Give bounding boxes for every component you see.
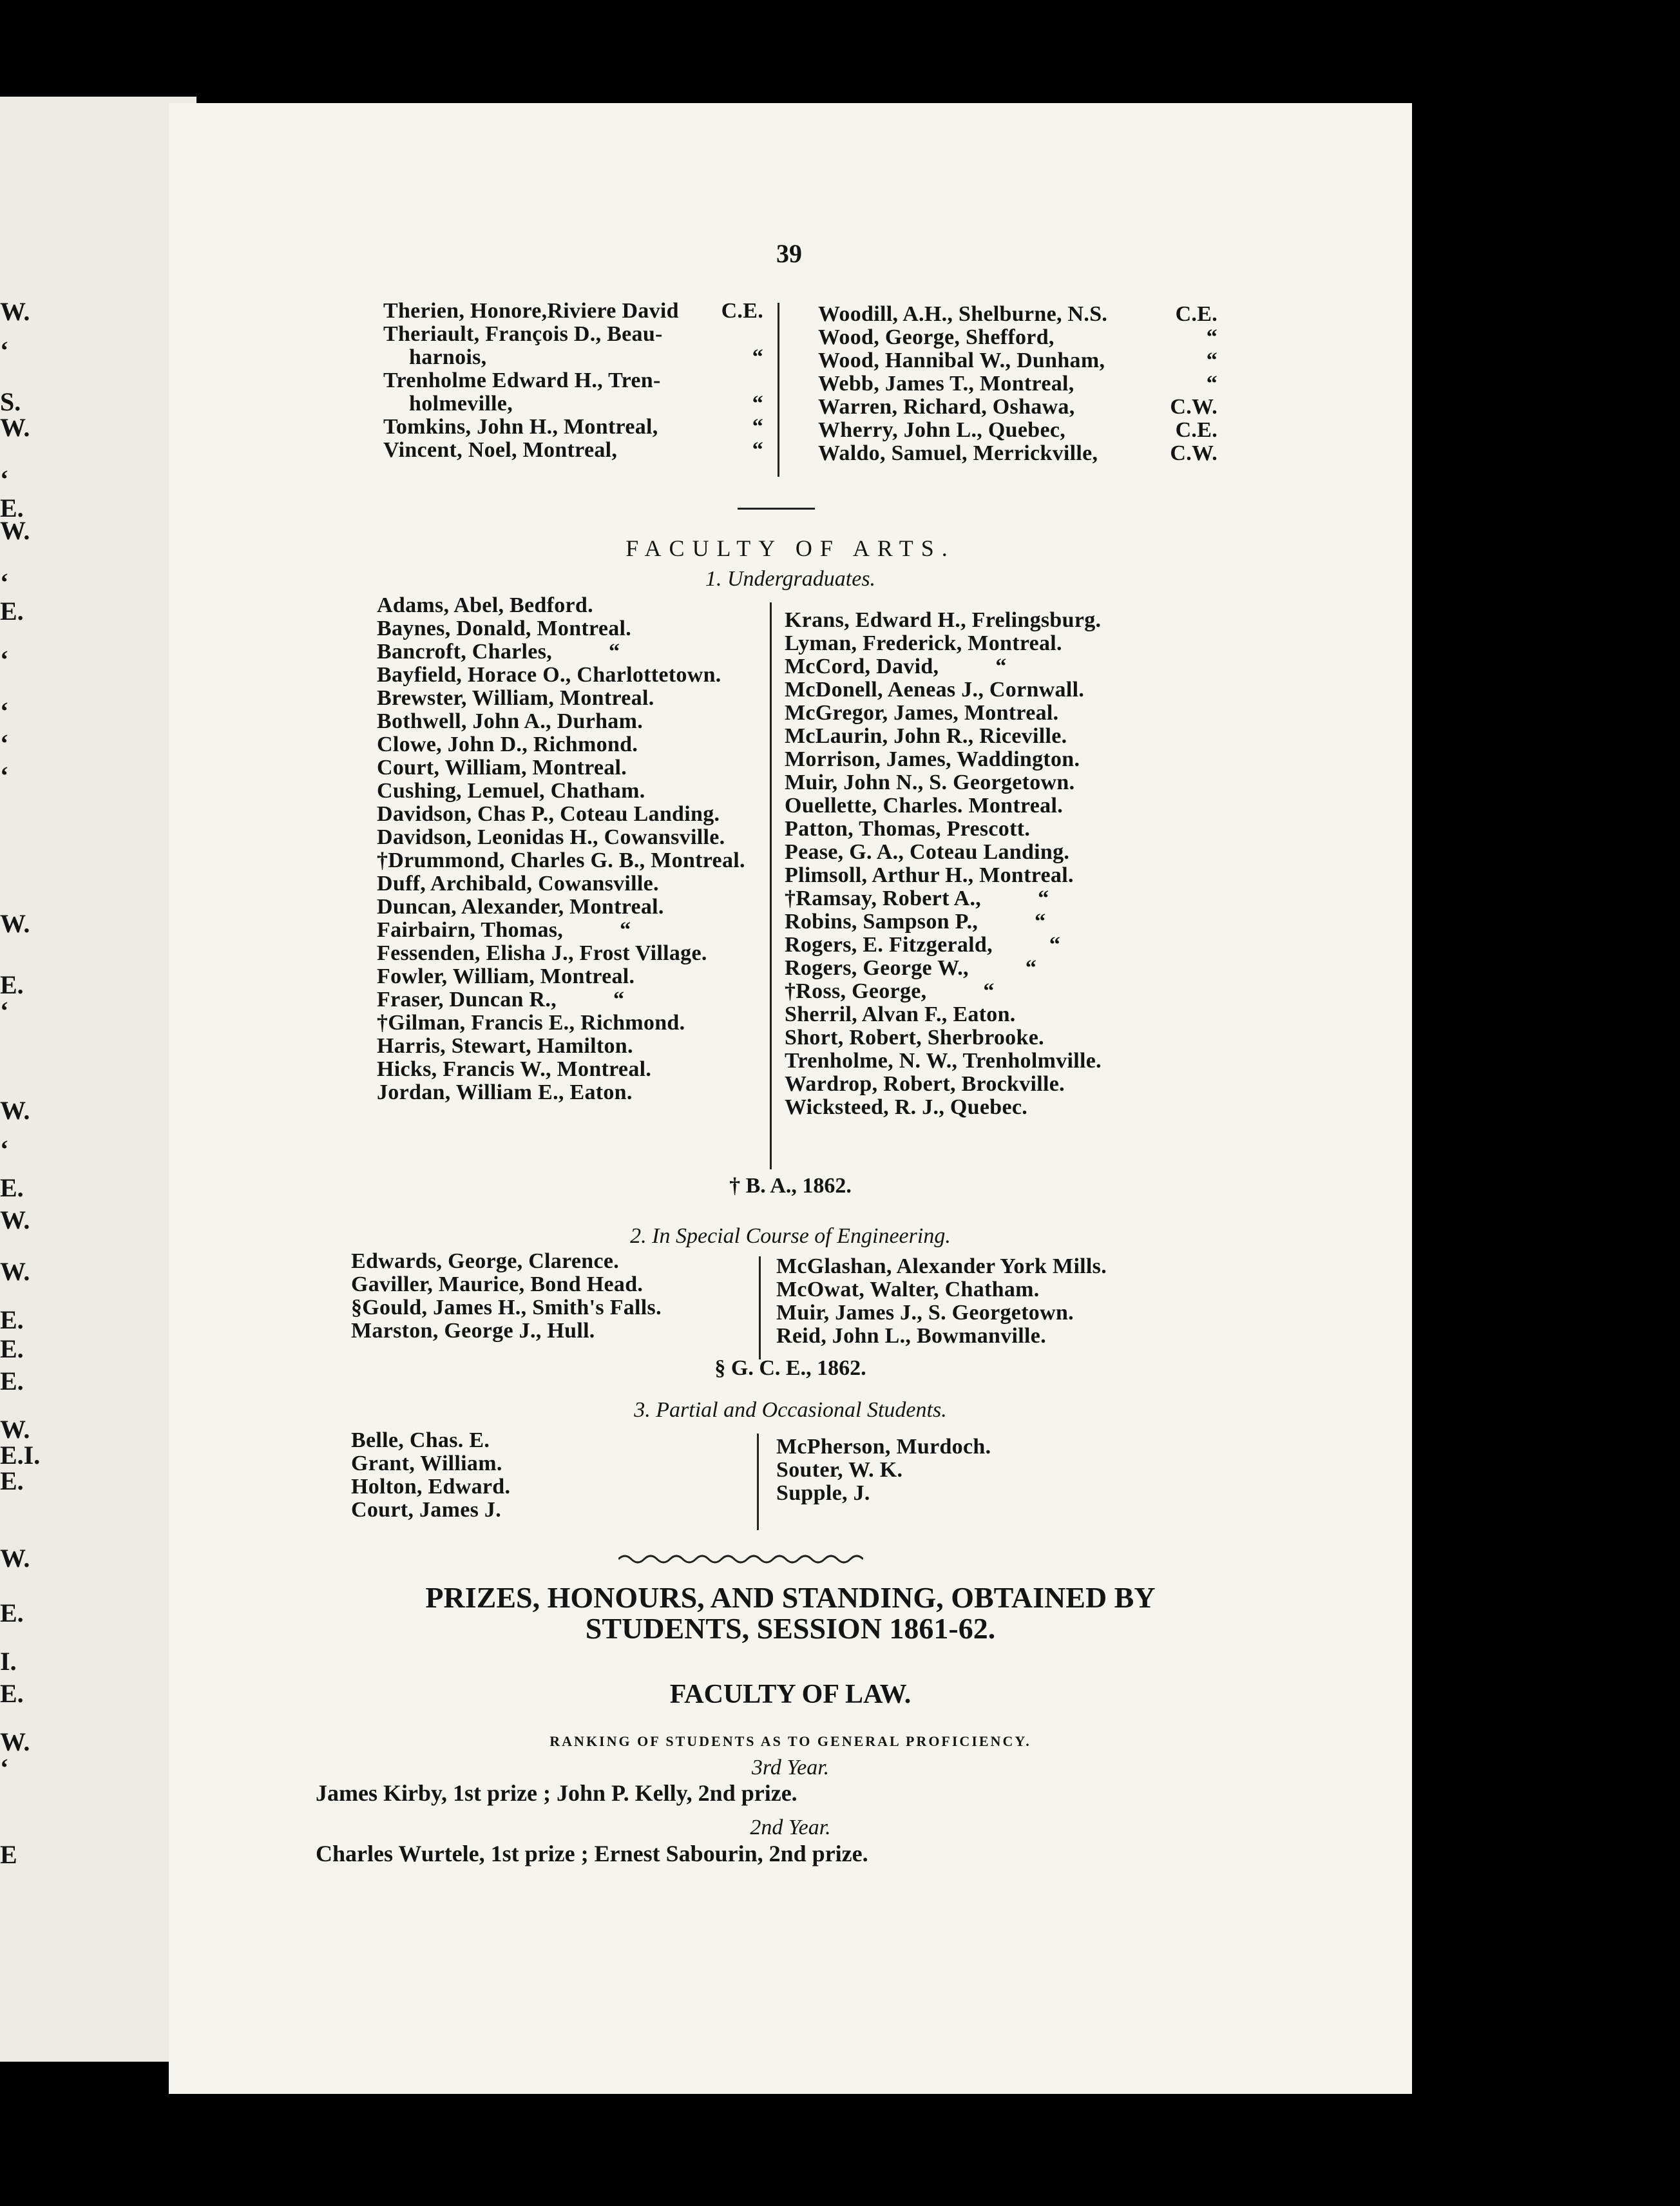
student-entry: Court, James J. [351, 1498, 502, 1522]
student-entry: Plimsoll, Arthur H., Montreal. [785, 863, 1074, 887]
column-divider [778, 303, 779, 477]
gce-note: § G. C. E., 1862. [714, 1356, 866, 1380]
student-place [661, 369, 763, 392]
edge-fragment: I. [0, 1647, 17, 1676]
year2-heading: 2nd Year. [750, 1816, 831, 1839]
student-name: Warren, Richard, Oshawa, [818, 395, 1075, 419]
edge-fragment: ‘ [0, 996, 9, 1025]
student-entry: †Drummond, Charles G. B., Montreal. [377, 849, 745, 872]
edge-fragment: E. [0, 1466, 24, 1495]
student-place: C.E. [1175, 302, 1217, 326]
student-name: Wherry, John L., Quebec, [818, 418, 1066, 442]
column-divider [757, 1434, 759, 1530]
wavy-divider [618, 1551, 863, 1567]
edge-fragment: W. [0, 1727, 30, 1756]
ba-note: † B. A., 1862. [729, 1174, 852, 1198]
student-entry: Supple, J. [776, 1481, 870, 1505]
edge-fragment: E. [0, 494, 24, 523]
edge-fragment: E. [0, 1334, 24, 1363]
list-item [818, 396, 1217, 419]
student-place: C.E. [721, 299, 763, 323]
edge-fragment: W. [0, 1096, 30, 1125]
student-place: “ [752, 438, 763, 462]
student-place: “ [752, 415, 763, 439]
student-place: C.E. [1175, 418, 1217, 442]
student-entry: McGregor, James, Montreal. [785, 701, 1059, 725]
edge-fragment: ‘ [0, 696, 9, 725]
student-place: “ [1206, 325, 1217, 349]
edge-fragment: W. [0, 909, 30, 938]
student-entry: Cushing, Lemuel, Chatham. [377, 779, 645, 803]
prizes-heading-line1: PRIZES, HONOURS, AND STANDING, OBTAINED BY [425, 1581, 1156, 1614]
student-entry: †Gilman, Francis E., Richmond. [377, 1011, 685, 1035]
undergraduates-right [785, 609, 1102, 1119]
student-entry: Patton, Thomas, Prescott. [785, 817, 1031, 841]
student-entry: McCord, David, “ [785, 655, 1007, 678]
edge-fragment: E.I. [0, 1441, 41, 1470]
student-entry: Baynes, Donald, Montreal. [377, 617, 632, 640]
list-item [383, 323, 763, 346]
student-entry: Fessenden, Elisha J., Frost Village. [377, 941, 707, 965]
student-place: C.W. [1170, 395, 1217, 419]
student-name: Waldo, Samuel, Merrickville, [818, 441, 1098, 465]
list-item [383, 346, 763, 369]
edge-fragment: E. [0, 1173, 24, 1202]
edge-fragment: E. [0, 597, 24, 626]
student-entry: Bancroft, Charles, “ [377, 640, 620, 664]
edge-fragment: ‘ [0, 729, 9, 758]
student-name: Wood, Hannibal W., Dunham, [818, 349, 1105, 372]
student-entry: Fowler, William, Montreal. [377, 964, 635, 988]
edge-fragment: E. [0, 1305, 24, 1334]
edge-fragment: E. [0, 1679, 24, 1708]
edge-fragment: E. [0, 970, 24, 999]
column-divider [759, 1256, 761, 1359]
student-name: Wood, George, Shefford, [818, 325, 1055, 349]
student-entry: Duncan, Alexander, Montreal. [377, 895, 664, 919]
student-name: Trenholme Edward H., Tren- [383, 369, 661, 392]
student-place: “ [1206, 349, 1217, 372]
top-list-right [818, 303, 1217, 465]
edge-fragment: ‘ [0, 568, 9, 597]
faculty-law-heading: FACULTY OF LAW. [669, 1680, 912, 1709]
edge-fragment: W. [0, 1205, 30, 1234]
student-entry: Krans, Edward H., Frelingsburg. [785, 608, 1102, 632]
student-entry: Hicks, Francis W., Montreal. [377, 1057, 652, 1081]
student-entry: Clowe, John D., Richmond. [377, 733, 638, 756]
faculty-arts-heading: FACULTY OF ARTS. [625, 535, 955, 561]
edge-fragment: W. [0, 1415, 30, 1444]
edge-fragment: W. [0, 413, 30, 442]
student-entry: Trenholme, N. W., Trenholmville. [785, 1049, 1102, 1073]
student-entry: Rogers, E. Fitzgerald, “ [785, 933, 1061, 957]
list-item [818, 419, 1217, 442]
list-item [818, 442, 1217, 465]
student-name: harnois, [409, 345, 487, 369]
engineering-heading: 2. In Special Course of Engineering. [630, 1224, 951, 1248]
student-entry: Grant, William. [351, 1452, 502, 1475]
student-entry: †Ramsay, Robert A., “ [785, 887, 1049, 910]
edge-fragment: E. [0, 1598, 24, 1627]
student-entry: Holton, Edward. [351, 1475, 511, 1499]
student-entry: McPherson, Murdoch. [776, 1435, 991, 1459]
student-name: Tomkins, John H., Montreal, [383, 415, 658, 439]
student-name: Therien, Honore,Riviere David [383, 299, 679, 323]
top-list-left [383, 300, 763, 462]
student-entry: Harris, Stewart, Hamilton. [377, 1034, 633, 1058]
student-entry: McDonell, Aeneas J., Cornwall. [785, 678, 1085, 702]
student-entry: Edwards, George, Clarence. [351, 1249, 620, 1273]
student-entry: Robins, Sampson P., “ [785, 910, 1046, 934]
list-item [383, 300, 763, 323]
student-entry: Wardrop, Robert, Brockville. [785, 1072, 1065, 1096]
student-entry: Lyman, Frederick, Montreal. [785, 631, 1062, 655]
student-place: “ [752, 345, 763, 369]
student-entry: Short, Robert, Sherbrooke. [785, 1026, 1044, 1050]
student-entry: Muir, John N., S. Georgetown. [785, 771, 1075, 794]
student-place: “ [1206, 372, 1217, 396]
edge-fragment: E [0, 1840, 17, 1869]
student-name: Vincent, Noel, Montreal, [383, 438, 618, 462]
edge-fragment: W. [0, 1544, 30, 1573]
list-item [818, 303, 1217, 326]
student-name: holmeville, [409, 392, 513, 416]
student-entry: Davidson, Chas P., Coteau Landing. [377, 802, 720, 826]
student-entry: McLaurin, John R., Riceville. [785, 724, 1067, 748]
edge-fragment: ‘ [0, 1135, 9, 1164]
student-entry: Muir, James J., S. Georgetown. [776, 1301, 1074, 1325]
student-entry: Sherril, Alvan F., Eaton. [785, 1002, 1016, 1026]
student-entry: Bayfield, Horace O., Charlottetown. [377, 663, 721, 687]
edge-fragment: W. [0, 1257, 30, 1286]
student-entry: Souter, W. K. [776, 1458, 903, 1482]
engineering-right [776, 1255, 1107, 1348]
edge-fragment: ‘ [0, 1753, 9, 1782]
edge-fragment: ‘ [0, 465, 9, 494]
student-entry: Fairbairn, Thomas, “ [377, 918, 631, 942]
student-entry: Court, William, Montreal. [377, 756, 627, 780]
edge-fragment: E. [0, 1367, 24, 1396]
partial-right [776, 1435, 991, 1505]
student-entry: Duff, Archibald, Cowansville. [377, 872, 659, 896]
student-entry: Fraser, Duncan R., “ [377, 988, 625, 1012]
ranking-heading: RANKING OF STUDENTS AS TO GENERAL PROFICIENCY. [549, 1733, 1031, 1749]
student-entry: Bothwell, John A., Durham. [377, 709, 644, 733]
page-number: 39 [776, 239, 802, 268]
partial-students-heading: 3. Partial and Occasional Students. [634, 1398, 947, 1422]
partial-left [351, 1429, 510, 1522]
student-entry: Ouellette, Charles. Montreal. [785, 794, 1064, 818]
student-entry: †Ross, George, “ [785, 979, 995, 1003]
year3-heading: 3rd Year. [751, 1756, 830, 1779]
student-entry: Wicksteed, R. J., Quebec. [785, 1095, 1028, 1119]
student-entry: McOwat, Walter, Chatham. [776, 1278, 1040, 1301]
student-place: “ [752, 392, 763, 416]
undergraduates-left [377, 594, 745, 1104]
student-name: Theriault, François D., Beau- [383, 322, 663, 346]
list-item [383, 369, 763, 392]
student-entry: Marston, George J., Hull. [351, 1319, 595, 1343]
student-entry: Gaviller, Maurice, Bond Head. [351, 1272, 644, 1296]
list-item [818, 326, 1217, 349]
year2-prizes: Charles Wurtele, 1st prize ; Ernest Sabourin, 2nd prize. [316, 1841, 868, 1866]
engineering-left [351, 1250, 662, 1343]
year3-prizes: James Kirby, 1st prize ; John P. Kelly, 2nd prize. [316, 1780, 797, 1806]
student-entry: Brewster, William, Montreal. [377, 686, 654, 710]
facing-page [0, 97, 196, 2062]
list-item [818, 372, 1217, 396]
edge-fragment: S. [0, 387, 21, 416]
student-entry: §Gould, James H., Smith's Falls. [351, 1296, 662, 1319]
column-divider [770, 602, 772, 1169]
edge-fragment: ‘ [0, 645, 9, 674]
prizes-heading-line2: STUDENTS, SESSION 1861-62. [585, 1612, 996, 1645]
student-place [663, 323, 763, 346]
student-entry: Reid, John L., Bowmanville. [776, 1324, 1046, 1348]
list-item [818, 349, 1217, 372]
student-entry: Pease, G. A., Coteau Landing. [785, 840, 1070, 864]
list-item [383, 416, 763, 439]
edge-fragment: ‘ [0, 336, 9, 365]
student-entry: Davidson, Leonidas H., Cowansville. [377, 825, 725, 849]
student-entry: Belle, Chas. E. [351, 1428, 490, 1452]
list-item [383, 392, 763, 416]
edge-fragment: ‘ [0, 761, 9, 790]
student-entry: Morrison, James, Waddington. [785, 747, 1080, 771]
student-name: Webb, James T., Montreal, [818, 372, 1074, 396]
student-entry: McGlashan, Alexander York Mills. [776, 1254, 1107, 1278]
edge-fragment: W. [0, 297, 30, 326]
student-entry: Rogers, George W., “ [785, 956, 1037, 980]
edge-fragment: W. [0, 516, 30, 545]
section-rule [738, 508, 815, 510]
student-place: C.W. [1170, 441, 1217, 465]
student-name: Woodill, A.H., Shelburne, N.S. [818, 302, 1108, 326]
undergraduates-heading: 1. Undergraduates. [705, 567, 876, 591]
student-entry: Jordan, William E., Eaton. [377, 1080, 633, 1104]
list-item [383, 439, 763, 462]
student-entry: Adams, Abel, Bedford. [377, 593, 593, 617]
